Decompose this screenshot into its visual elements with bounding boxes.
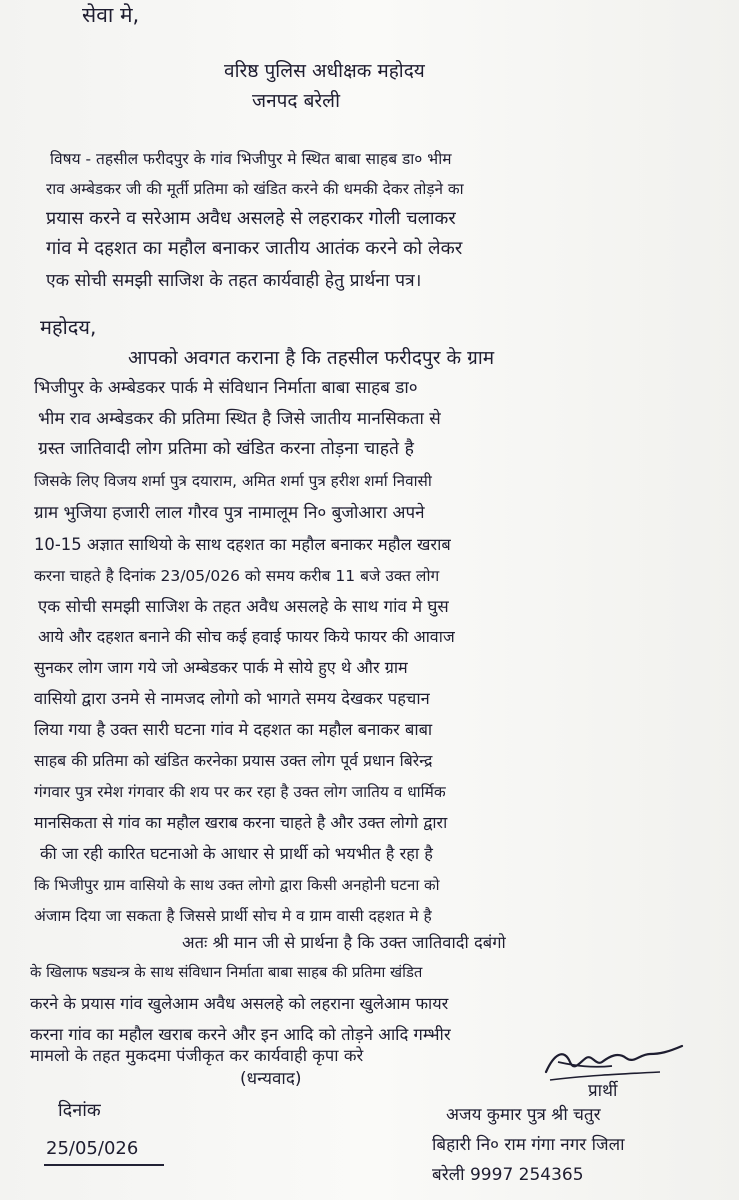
body-line: ग्रस्त जातिवादी लोग प्रतिमा को खंडित करना तोड़ना चाहते है	[38, 439, 414, 459]
body-line: आये और दहशत बनाने की सोच कई हवाई फायर किये फायर की आवाज	[38, 627, 455, 646]
date-underline	[44, 1164, 164, 1166]
body-line: आपको अवगत कराना है कि तहसील फरीदपुर के ग्राम	[128, 347, 495, 369]
body-line: लिया गया है उक्त सारी घटना गांव मे दहशत का महौल बनाकर बाबा	[34, 720, 433, 739]
subject-line: प्रयास करने व सरेआम अवैध असलहे से लहराकर गोली चलाकर	[46, 208, 456, 229]
subject-line: विषय - तहसील फरीदपुर के गांव भिजीपुर मे स्थित बाबा साहब डा० भीम	[50, 150, 452, 168]
body-line: 10-15 अज्ञात साथियो के साथ दहशत का महौल बनाकर महौल खराब	[34, 535, 451, 554]
body-line: ग्राम भुजिया हजारी लाल गौरव पुत्र नामालूम नि० बुजोआरा अपने	[34, 503, 425, 523]
salutation: सेवा मे,	[82, 3, 140, 27]
request-line: अतः श्री मान जी से प्रार्थना है कि उक्त जातिवादी दबंगो	[182, 933, 506, 952]
recipient-district: जनपद बरेली	[252, 90, 340, 112]
body-line: गंगवार पुत्र रमेश गंगवार की शय पर कर रहा है उक्त लोग जातिय व धार्मिक	[34, 783, 446, 801]
body-line: भिजीपुर के अम्बेडकर पार्क मे संविधान निर्माता बाबा साहब डा०	[34, 378, 418, 398]
request-line: मामलो के तहत मुकदमा पंजीकृत कर कार्यवाही कृपा करे	[30, 1046, 364, 1065]
sender-line: बरेली 9997 254365	[432, 1165, 584, 1185]
body-line: कि भिजीपुर ग्राम वासियो के साथ उक्त लोगो द्वारा किसी अनहोनी घटना को	[34, 876, 440, 894]
subject-line: एक सोची समझी साजिश के तहत कार्यवाही हेतु प्रार्थना पत्र।	[46, 271, 422, 291]
body-line: भीम राव अम्बेडकर की प्रतिमा स्थित है जिसे जातीय मानसिकता से	[38, 409, 441, 429]
request-line: करना गांव का महौल खराब करने और इन आदि को तोड़ने आदि गम्भीर	[30, 1025, 451, 1044]
sender-line: बिहारी नि० राम गंगा नगर जिला	[432, 1135, 625, 1155]
body-line: सुनकर लोग जाग गये जो अम्बेडकर पार्क मे सोये हुए थे और ग्राम	[34, 658, 408, 677]
subject-line: राव अम्बेडकर जी की मूर्ती प्रतिमा को खंडित करने की धमकी देकर तोड़ने का	[46, 180, 464, 198]
request-line: के खिलाफ षड्यन्त्र के साथ संविधान निर्माता बाबा साहब की प्रतिमा खंडित	[30, 964, 423, 981]
body-line: साहब की प्रतिमा को खंडित करनेका प्रयास उक्त लोग पूर्व प्रधान बिरेन्द्र	[34, 751, 433, 770]
date-label: दिनांक	[58, 1100, 101, 1121]
body-line: अंजाम दिया जा सकता है जिससे प्रार्थी सोच मे व ग्राम वासी दहशत मे है	[34, 907, 432, 925]
sender-line: अजय कुमार पुत्र श्री चतुर	[446, 1105, 601, 1125]
greeting: महोदय,	[40, 315, 97, 339]
body-line: करना चाहते है दिनांक 23/05/026 को समय करीब 11 बजे उक्त लोग	[34, 567, 440, 585]
body-line: की जा रही कारित घटनाओ के आधार से प्रार्थी को भयभीत है रहा है	[40, 844, 433, 863]
body-line: जिसके लिए विजय शर्मा पुत्र दयाराम, अमित शर्मा पुत्र हरीश शर्मा निवासी	[34, 472, 432, 490]
request-line: करने के प्रयास गांव खुलेआम अवैध असलहे को लहराना खुलेआम फायर	[30, 994, 449, 1013]
closing-thanks: (धन्यवाद)	[240, 1069, 302, 1089]
recipient-title: वरिष्ठ पुलिस अधीक्षक महोदय	[224, 60, 425, 82]
subject-line: गांव मे दहशत का महौल बनाकर जातीय आतंक करने को लेकर	[46, 238, 463, 259]
date-value: 25/05/026	[46, 1138, 139, 1159]
body-line: मानसिकता से गांव का महौल खराब करना चाहते है और उक्त लोगो द्वारा	[34, 813, 448, 832]
body-line: एक सोची समझी साजिश के तहत अवैध असलहे के साथ गांव मे घुस	[38, 596, 449, 616]
body-line: वासियो द्वारा उनमे से नामजद लोगो को भागते समय देखकर पहचान	[34, 689, 430, 708]
applicant-label: प्रार्थी	[588, 1081, 618, 1101]
